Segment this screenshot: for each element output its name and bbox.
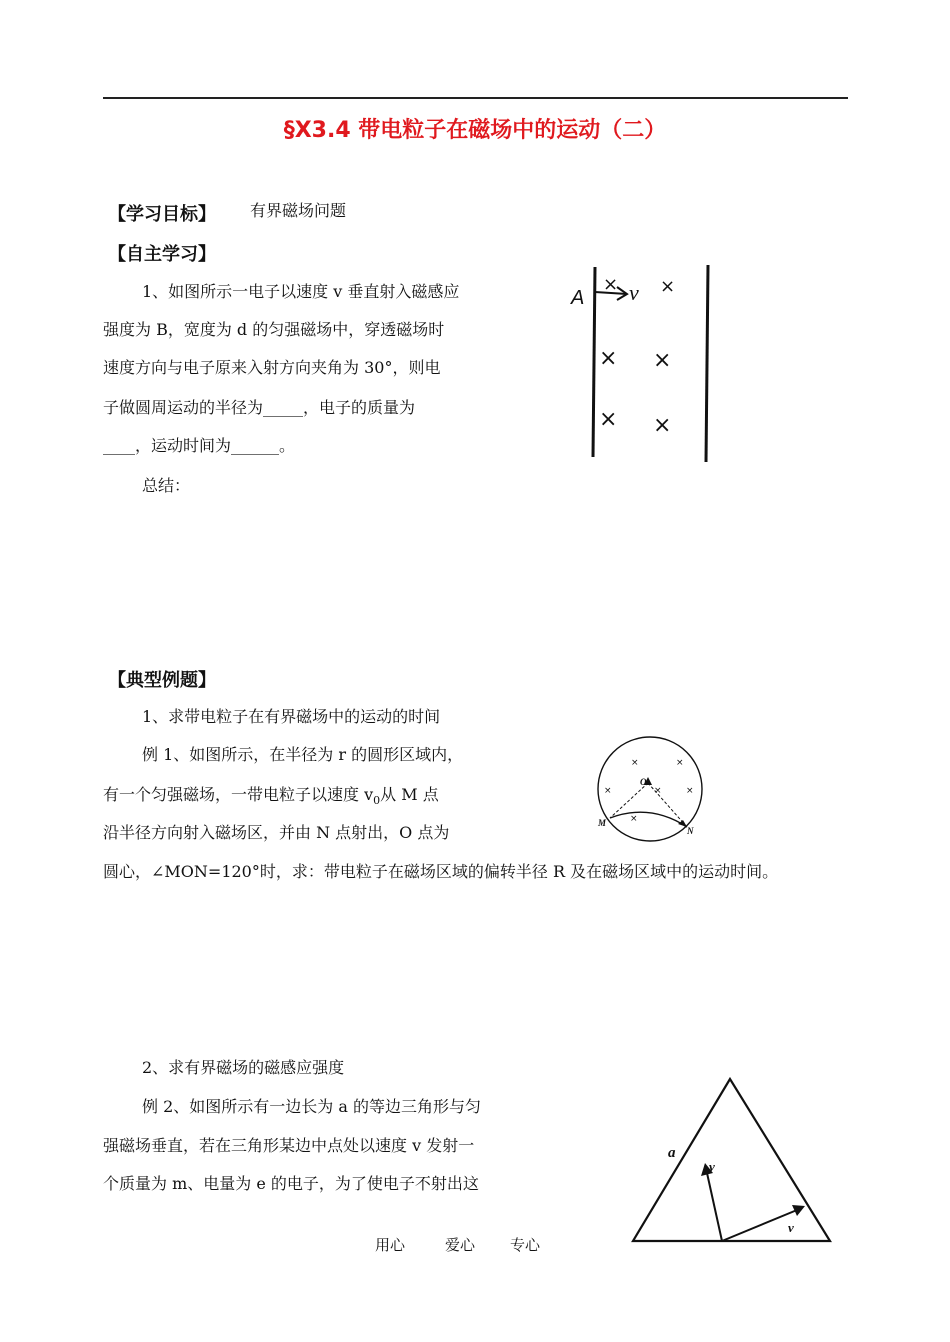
self-study-label: 【自主学习】 xyxy=(108,244,216,265)
page-title: §X3.4 带电粒子在磁场中的运动（二） xyxy=(283,118,667,143)
topic-1: 1、求带电粒子在有界磁场中的运动的时间 xyxy=(142,707,441,726)
fig3-label-v1: v xyxy=(709,1159,715,1174)
ex1-line-2-main: 有一个匀强磁场，一带电粒子以速度 v xyxy=(103,785,374,804)
q1-line-2: 强度为 B，宽度为 d 的匀强磁场中，穿透磁场时 xyxy=(103,320,445,339)
figure-triangle xyxy=(625,1075,840,1250)
ex2-line-1: 例 2、如图所示有一边长为 a 的等边三角形与匀 xyxy=(142,1097,481,1116)
figure-field-strip xyxy=(565,262,735,467)
topic-2: 2、求有界磁场的磁感应强度 xyxy=(142,1058,345,1077)
summary-label: 总结： xyxy=(142,476,191,495)
footer-item: 爱心 xyxy=(445,1236,476,1254)
fig2-label-o: O xyxy=(640,777,647,787)
cross-mark: × xyxy=(604,786,612,796)
examples-label: 【典型例题】 xyxy=(108,670,216,691)
objective-label: 【学习目标】 xyxy=(108,204,216,225)
fig3-label-v2: v xyxy=(788,1220,794,1235)
cross-mark: × xyxy=(653,413,672,438)
q1-line-5: ____，运动时间为______。 xyxy=(103,436,296,455)
cross-mark: × xyxy=(599,346,618,371)
cross-mark: × xyxy=(603,274,619,295)
cross-mark: × xyxy=(686,786,694,796)
footer-item: 用心 xyxy=(375,1236,406,1254)
cross-mark: × xyxy=(676,758,684,768)
objective-text: 有界磁场问题 xyxy=(250,201,347,220)
ex1-line-3: 沿半径方向射入磁场区，并由 N 点射出，O 点为 xyxy=(103,823,450,842)
ex1-line-2 xyxy=(103,785,439,811)
ex2-line-3: 个质量为 m、电量为 e 的电子，为了使电子不射出这 xyxy=(103,1174,479,1193)
header-rule xyxy=(103,97,848,99)
cross-mark: × xyxy=(631,758,639,768)
fig2-label-n: N xyxy=(687,826,694,836)
fig1-label-v: v xyxy=(629,280,639,305)
footer-item: 专心 xyxy=(510,1236,541,1254)
q1-line-3: 速度方向与电子原来入射方向夹角为 30°，则电 xyxy=(103,358,441,377)
fig3-label-a: a xyxy=(668,1145,676,1161)
q1-line-1: 1、如图所示一电子以速度 v 垂直射入磁感应 xyxy=(142,282,460,301)
ex1-line-2-tail: 从 M 点 xyxy=(380,785,439,804)
cross-mark: × xyxy=(660,276,676,297)
fig2-label-m: M xyxy=(598,818,607,828)
ex1-line-1: 例 1、如图所示，在半径为 r 的圆形区域内， xyxy=(142,745,464,764)
ex2-line-2: 强磁场垂直，若在三角形某边中点处以速度 v 发射一 xyxy=(103,1136,475,1155)
figure-circular-field xyxy=(590,735,710,845)
cross-mark: × xyxy=(654,786,662,796)
cross-mark: × xyxy=(599,407,618,432)
q1-line-4: 子做圆周运动的半径为_____，电子的质量为 xyxy=(103,398,416,417)
ex1-line-4: 圆心，∠MON=120°时，求：带电粒子在磁场区域的偏转半径 R 及在磁场区域中的运动时间。 xyxy=(103,862,779,881)
cross-mark: × xyxy=(630,814,638,824)
cross-mark: × xyxy=(653,348,672,373)
v0-subscript: 0 xyxy=(373,794,381,808)
fig1-label-a: A xyxy=(571,287,585,309)
